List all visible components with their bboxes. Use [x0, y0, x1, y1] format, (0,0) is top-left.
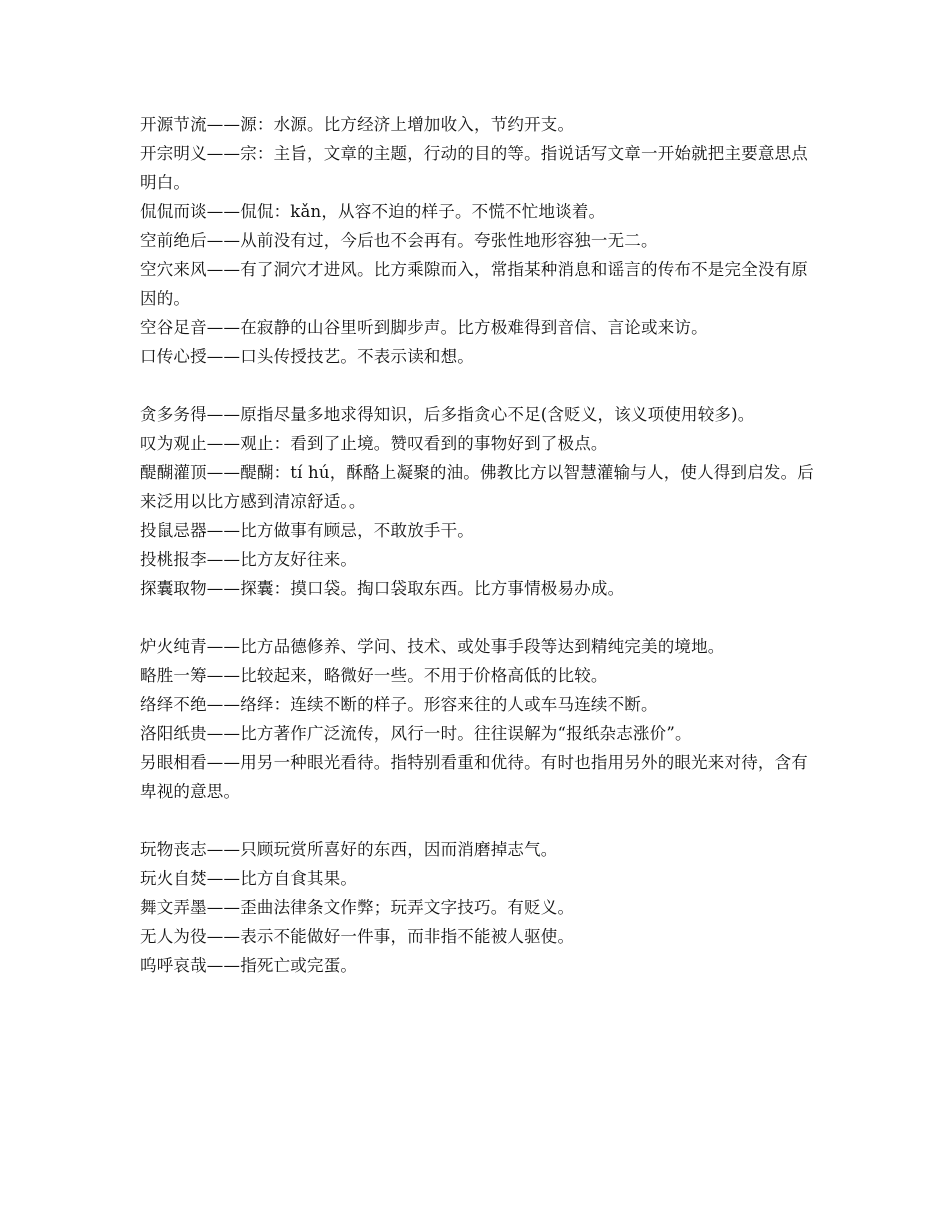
idiom-entry: 洛阳纸贵——比方著作广泛流传，风行一时。往往误解为“报纸杂志涨价”。 — [140, 724, 692, 743]
idiom-group-3 — [140, 632, 820, 806]
idiom-group-4 — [140, 835, 820, 980]
idiom-entry: 空前绝后——从前没有过，今后也不会再有。夸张性地形容独一无二。 — [140, 231, 658, 250]
idiom-entry: 醍醐灌顶——醍醐：tí hú，酥酪上凝聚的油。佛教比方以智慧灌输与人，使人得到启发。后来泛用以比方感到清凉舒适。。 — [140, 463, 815, 511]
idiom-entry: 叹为观止——观止：看到了止境。赞叹看到的事物好到了极点。 — [140, 434, 608, 453]
idiom-entry: 口传心授——口头传授技艺。不表示读和想。 — [140, 347, 474, 366]
idiom-entry: 络绎不绝——络绎：连续不断的样子。形容来往的人或车马连续不断。 — [140, 695, 658, 714]
idiom-entry: 投桃报李——比方友好往来。 — [140, 550, 358, 569]
idiom-entry: 开宗明义——宗：主旨，文章的主题，行动的目的等。指说话写文章一开始就把主要意思点明白。 — [140, 144, 808, 192]
idiom-entry: 玩物丧志——只顾玩赏所喜好的东西，因而消磨掉志气。 — [140, 840, 558, 859]
idiom-entry: 探囊取物——探囊：摸口袋。掏口袋取东西。比方事情极易办成。 — [140, 579, 625, 598]
idiom-entry: 玩火自焚——比方自食其果。 — [140, 869, 358, 888]
idiom-entry: 另眼相看——用另一种眼光看待。指特别看重和优待。有时也指用另外的眼光来对待，含有卑视的意思。 — [140, 753, 808, 801]
idiom-entry: 无人为役——表示不能做好一件事，而非指不能被人驱使。 — [140, 927, 575, 946]
idiom-entry: 贪多务得——原指尽量多地求得知识，后多指贪心不足(含贬义，该义项使用较多)。 — [140, 405, 755, 424]
idiom-entry: 投鼠忌器——比方做事有顾忌，不敢放手干。 — [140, 521, 474, 540]
idiom-entry: 侃侃而谈——侃侃：kǎn，从容不迫的样子。不慌不忙地谈着。 — [140, 202, 606, 221]
idiom-group-2 — [140, 400, 820, 603]
idiom-entry: 开源节流——源：水源。比方经济上增加收入，节约开支。 — [140, 115, 575, 134]
idiom-entry: 空谷足音——在寂静的山谷里听到脚步声。比方极难得到音信、言论或来访。 — [140, 318, 708, 337]
idiom-entry: 炉火纯青——比方品德修养、学问、技术、或处事手段等达到精纯完美的境地。 — [140, 637, 725, 656]
idiom-entry: 略胜一筹——比较起来，略微好一些。不用于价格高低的比较。 — [140, 666, 608, 685]
idiom-entry: 呜呼哀哉——指死亡或完蛋。 — [140, 956, 358, 975]
idiom-entry: 舞文弄墨——歪曲法律条文作弊；玩弄文字技巧。有贬义。 — [140, 898, 575, 917]
idiom-entry: 空穴来风——有了洞穴才进风。比方乘隙而入，常指某种消息和谣言的传布不是完全没有原因的。 — [140, 260, 808, 308]
idiom-list — [140, 110, 820, 980]
idiom-group-1 — [140, 110, 820, 371]
